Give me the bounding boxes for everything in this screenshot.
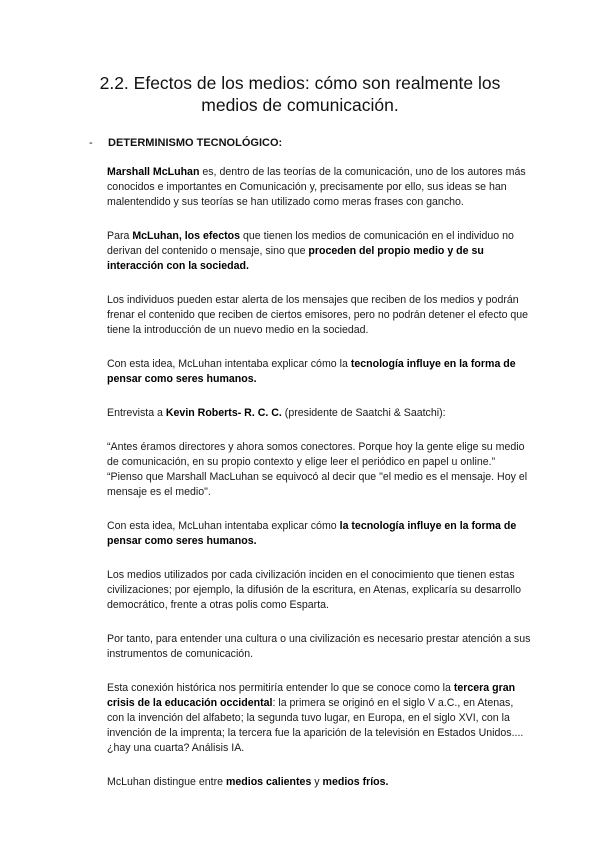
section-bullet: - — [89, 137, 93, 149]
paragraph-effects — [107, 229, 531, 274]
paragraph-education-crisis — [107, 681, 531, 756]
paragraph-text: es, dentro de las teorías de la comunicación, uno de los autores más conocidos e importantes en Comunicación y, precisamente por ello, sus ideas se han malentendido y sus teorías se han utilizado como meras frases con gancho. — [107, 166, 526, 208]
paragraph-civilizations: Los medios utilizados por cada civilización inciden en el conocimiento que tienen estas civilizaciones; por ejemplo, la difusión de la escritura, en Atenas, explicaría su desarrollo democrático, frente a otras polis como Esparta. — [107, 569, 521, 611]
page-title-line-1: 2.2. Efectos de los medios: cómo son realmente los — [99, 73, 501, 93]
paragraph-text: Con esta idea, McLuhan intentaba explicar cómo — [107, 520, 340, 532]
paragraph-text: Esta conexión histórica nos permitiría entender lo que se conoce como la — [107, 682, 454, 694]
paragraph-technology-idea-repeat — [107, 519, 531, 549]
section-heading-text: DETERMINISMO TECNOLÓGICO: — [108, 137, 283, 149]
paragraph-text: Entrevista a — [107, 407, 166, 419]
bold-text: McLuhan, los efectos — [132, 230, 241, 242]
bold-text: tecnología influye en la forma de pensar como seres humanos. — [107, 358, 516, 385]
paragraph-text: que tienen los medios de comunicación en el individuo no derivan del contenido o mensaje, sino que — [107, 230, 514, 257]
paragraph-text: Con esta idea, McLuhan intentaba explicar cómo la — [107, 358, 351, 370]
paragraph-individuals: Los individuos pueden estar alerta de los mensajes que reciben de los medios y podrán frenar el contenido que reciben de ciertos emisores, pero no podrán detener el efecto que tiene la introducción de un nuevo medio en la sociedad. — [107, 294, 529, 336]
quote-medium-message: “Pienso que Marshall MacLuhan se equivocó al decir que "el medio es el mensaje. Hoy el mensaje es el medio". — [107, 471, 528, 498]
paragraph-technology-idea — [107, 357, 531, 387]
paragraph-text: (presidente de Saatchi & Saatchi): — [281, 407, 446, 419]
bold-text: Kevin Roberts- R. C. C. — [165, 407, 282, 419]
paragraph-interview — [107, 406, 531, 421]
paragraph-text: McLuhan distingue entre — [107, 776, 226, 788]
bold-text: Marshall McLuhan — [107, 166, 200, 178]
paragraph-text: : la primera se originó en el siglo V a.C., en Atenas, con la invención del alfabeto; la segunda tuvo lugar, en Europa, en el siglo XVI, con la invención de la imprenta; la tercera fue la aparición de la televisión en Estados Unidos....¿hay una cuarta? Análisis IA. — [107, 697, 524, 754]
bold-text: la tecnología influye en la forma de pensar como seres humanos. — [107, 520, 517, 547]
document-body — [107, 165, 531, 809]
paragraph-hot-cold-media — [107, 775, 531, 790]
bold-text: medios calientes — [225, 776, 312, 788]
paragraph-mcluhan-intro — [107, 165, 531, 210]
paragraph-culture: Por tanto, para entender una cultura o una civilización es necesario prestar atención a sus instrumentos de comunicación. — [107, 633, 531, 660]
page-title-line-2: medios de comunicación. — [201, 95, 399, 115]
quote-connectors: “Antes éramos directores y ahora somos conectores. Porque hoy la gente elige su medio de comunicación, en su propio contexto y elige leer el periódico en papel u online.” — [107, 441, 525, 468]
bold-text: medios fríos. — [322, 776, 389, 788]
page-title — [60, 72, 540, 116]
paragraph-text: Para — [107, 230, 133, 242]
bold-text: tercera gran crisis de la educación occidental — [107, 682, 516, 709]
section-heading — [89, 136, 282, 151]
paragraph-text: y — [311, 776, 323, 788]
bold-text: proceden del propio medio y de su interacción con la sociedad. — [107, 245, 484, 272]
